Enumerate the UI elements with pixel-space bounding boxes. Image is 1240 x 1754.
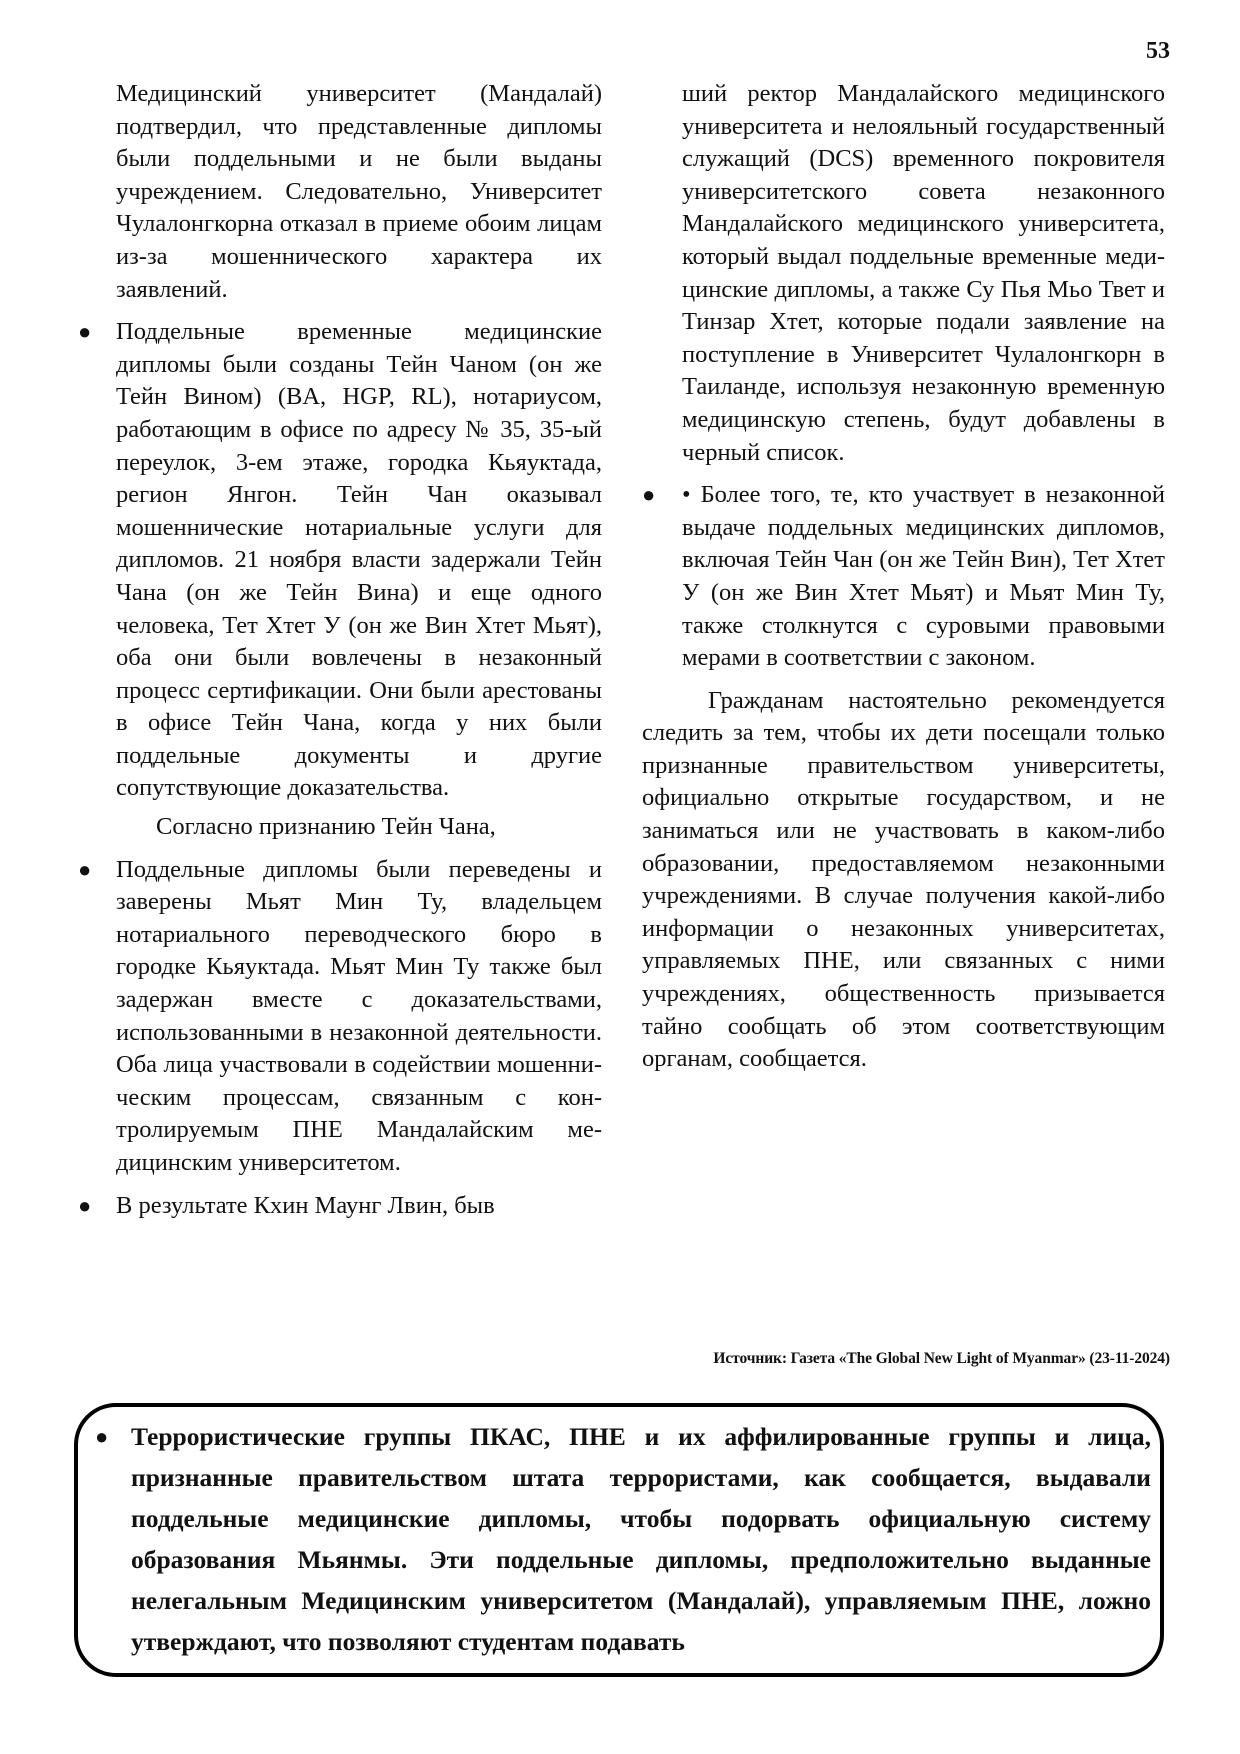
bullet-continuation: ший ректор Мандалайского медицинского университета и нелояльный государственный служащий (DCS) временного покровителя университетского совета незаконного Мандалайского медицинского университета, который выдал поддельные временные медицинские дипломы, а также Су Пья Мьо Твет и Тинзар Хтет, которые подали заявление на поступление в Университет Чулалонгкорн в Таиланде, используя незаконную временную медицинскую степень, будут добавлены в черный список. [682,80,1165,466]
intro-paragraph: Медицинский университет (Мандалай) подтвердил, что представленные дипломы были поддельными и не были выданы учреждением. Следовательно, Университет Чулалонгкорна отказал в приеме обоим лицам из-за мошеннического характера их заявлений. [116,80,602,303]
confession-paragraph: Согласно признанию Тейн Чана, [156,813,496,841]
list-item [78,316,602,805]
bullet-text: Поддельные временные медицинские дипломы были созданы Тейн Чаном (он же Тейн Вином) (BA, HGP, RL), нотариусом, работающим в офисе по адресу № 35, 35-ый переулок, 3-ем этаже, городка Кьяуктада, регион Янгон. Тейн Чан оказывал мошеннические нотариальные услуги для дипломов. 21 ноября власти задержали Тейн Чана (он же Тейн Вина) и еще одного человека, Тет Хтет У (он же Вин Хтет Мьят), оба они были вовлечены в незаконный процесс сертификации. Они были арестованы в офисе Тейн Чана, когда у них были поддельные документы и другие сопутствующие доказательства. [116,318,602,802]
page-number: 53 [1146,38,1170,64]
bullet-text: • Более того, те, кто участвует в незаконной выдаче поддельных медицинских дипломов, включая Тейн Чан (он же Тейн Вин), Тет Хтет У (он же Вин Хтет Мьят) и Мьят Мин Ту, также столкнутся с суровыми правовыми мерами в соответствии с законом. [682,481,1165,672]
bullet-icon: ● [642,482,656,508]
source-citation: Источник: Газета «The Global New Light of Myanmar» (23-11-2024) [713,1350,1170,1367]
right-column [642,78,1165,1076]
bullet-icon: ● [78,1192,92,1218]
list-item [642,479,1165,675]
advice-paragraph: Гражданам настоятельно рекомендуется следить за тем, чтобы их дети посещали только признанные правительством университеты, официально открытые государством, и не заниматься или не участвовать в каком-либо образовании, предоставляемом незаконными учреждениями. В случае получения какой-либо информации о незаконных университетах, управляемых ПНЕ, или связанных с ними учреждениях, общественность призывается тайно сообщать об этом соответствующим органам, сообщается. [642,686,1165,1073]
list-item [78,1190,602,1223]
bullet-text: Поддельные дипломы были переведены и заверены Мьят Мин Ту, владельцем нотариального переводческого бюро в городке Кьяуктада. Мьят Мин Ту также был задержан вместе с доказательствами, использованными в незаконной деятельности. Оба лица участвовали в содействии мошенническим процессам, связанным с контролируемым ПНЕ Мандалайским медицинским университетом. [116,855,602,1176]
list-item [78,854,602,1180]
left-column [78,78,602,1222]
bullet-icon: ● [78,319,92,345]
bullet-text: В результате Кхин Маунг Лвин, быв [116,1191,495,1219]
highlight-box-text: Террористические группы ПКАС, ПНЕ и их аффилированные группы и лица, признанные правительством штата террористами, как сообщается, выдавали поддельные медицинские дипломы, чтобы подорвать официальную систему образования Мьянмы. Эти поддельные дипломы, предположительно выданные нелегальным Медицинским университетом (Мандалай), управляемым ПНЕ, ложно утверждают, что позволяют студентам подавать [131,1422,1151,1656]
bullet-icon: ● [95,1424,109,1449]
bullet-icon: ● [78,856,92,882]
